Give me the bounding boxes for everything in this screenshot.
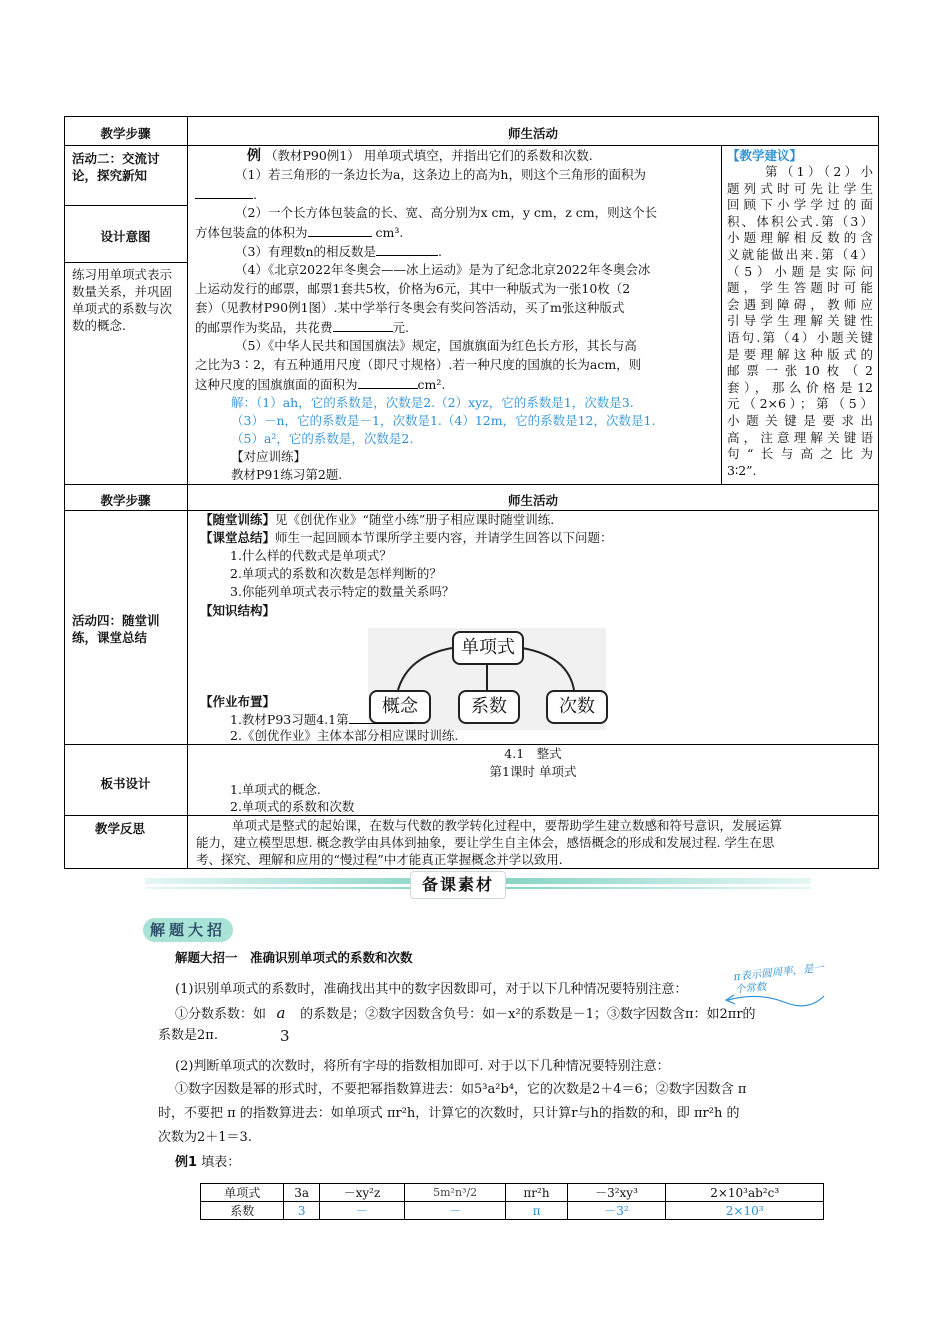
homework-2: 2.《创优作业》主体本部分相应课时训练. [230, 728, 459, 743]
fraction-numerator: a [276, 1004, 286, 1022]
tip-p2-line3: 时，不要把 π 的指数算进去：如单项式 πr²h，计算它的次数时，只计算r与h的指数的和，即 πr²h 的 [158, 1106, 740, 1121]
tip-p1-line3: 系数是2π. [158, 1028, 218, 1043]
board-item-1: 1.单项式的概念. [230, 782, 321, 797]
drill-text: 见《创优作业》“随堂小练”册子相应课时随堂训练. [275, 512, 555, 527]
summary-question-2: 2.单项式的系数和次数是怎样判断的？ [230, 566, 442, 581]
activity4-title: 活动四：随堂训练，课堂总结 [72, 613, 160, 645]
q5c: 这种尺度的国旗旗面的面积为 [195, 377, 358, 392]
suggestion-line: 语句.第（4）小题关键 [727, 329, 873, 345]
diagram-root: 单项式 [452, 631, 524, 665]
solution-1: 解：（1）ah，它的系数是，次数是2.（2）xyz，它的系数是1，次数是3. [231, 395, 634, 410]
tip-p1: (1)识别单项式的系数时，准确找出其中的数字因数即可，对于以下几种情况要特别注意： [175, 982, 688, 997]
diagram-child-coefficient: 系数 [458, 690, 520, 724]
summary-label: 【课堂总结】 [200, 530, 276, 545]
q5b: 之比为3∶2，有五种通用尺度（即尺寸规格）.若一种尺度的国旗的长为acm，则 [195, 357, 642, 372]
suggestion-line: 元（2×6）；第（5） [727, 396, 873, 412]
homework-1: 1.教材P93习题4.1第 [230, 712, 349, 727]
cell: 单项式 [201, 1184, 284, 1202]
cell: 系数 [201, 1202, 284, 1220]
q2a: （2）一个长方体包装盒的长、宽、高分别为x cm，y cm，z cm，则这个长 [235, 205, 658, 220]
diagram-child-degree: 次数 [546, 690, 608, 724]
design-intent-label: 设计意图 [100, 229, 151, 244]
q2b: 方体包装盒的体积为 [195, 225, 308, 240]
q5a: （5）《中华人民共和国国旗法》规定，国旗旗面为红色长方形，其长与高 [235, 338, 637, 353]
cell: 2×10³ [666, 1202, 824, 1220]
example1-title: 例1 [175, 1155, 198, 1170]
suggestion-line: 3∶2”. [727, 462, 757, 478]
board-item-2: 2.单项式的系数和次数 [230, 799, 355, 814]
suggestion-line: 积、体积公式.第（3） [727, 213, 873, 229]
cell: 5m²n³/2 [404, 1184, 506, 1202]
fraction-denominator: 3 [280, 1027, 290, 1045]
drill-label: 【随堂训练】 [200, 512, 276, 527]
cell: π [506, 1202, 567, 1220]
example1-text: 填表： [201, 1155, 241, 1170]
cell: －3²xy³ [567, 1184, 666, 1202]
summary-text: 师生一起回顾本节课所学主要内容，并请学生回答以下问题： [275, 530, 613, 545]
suggestion-line: 题列式时可先让学生 [727, 180, 873, 196]
tip-p1-line2-mid: 的系数是；②数字因数含负号：如－x²的系数是－1；③数字因数含π：如2πr的 [300, 1007, 756, 1022]
suggestion-line: 句“长与高之比为 [727, 446, 873, 462]
suggestion-line: 义就能做出来.第（4） [727, 246, 873, 262]
cell: －xy²z [320, 1184, 405, 1202]
cell: － [320, 1202, 405, 1220]
header-step: 教学步骤 [100, 126, 151, 141]
cell: 3a [284, 1184, 320, 1202]
board-label: 板书设计 [100, 776, 151, 791]
board-title: 4.1 整式 [504, 746, 562, 761]
cell: πr²h [506, 1184, 567, 1202]
tips-badge: 解题大招 [143, 918, 233, 942]
cell: 3 [284, 1202, 320, 1220]
q4c: 套）（见教材P90例1图）.某中学举行冬奥会有奖问答活动，买了m张这种版式 [195, 300, 625, 315]
suggestion-line: 套），那么价格是12 [727, 379, 873, 395]
header-activity-2: 师生活动 [507, 493, 558, 508]
solution-2: （3）－n，它的系数是－1，次数是1.（4）12m，它的系数是12，次数是1. [231, 413, 656, 428]
q3: （3）有理数n的相反数是 [235, 244, 377, 259]
tip-p2: (2)判断单项式的次数时，将所有字母的指数相加即可. 对于以下几种情况要特别注意： [175, 1059, 670, 1074]
q2c: cm³. [375, 225, 404, 240]
suggestion-line: 第（1）（2）小 [765, 164, 873, 179]
suggestion-line: 回顾下小学学过的面 [727, 197, 873, 213]
fill-table-row-coefficients [201, 1202, 824, 1220]
reflect-line-2: 能力，建立模型思想. 概念教学由具体到抽象，要让学生自主体会，感悟概念的形成和发展过程. 学生在思 [196, 835, 775, 850]
q5d: cm². [417, 377, 446, 392]
solution-3: （5）a²，它的系数是，次数是2. [231, 431, 414, 446]
tip-p2-line4: 次数为2＋1＝3. [158, 1130, 252, 1145]
homework-label: 【作业布置】 [200, 694, 276, 709]
reflect-line-3: 考、探究、理解和应用的“慢过程”中才能真正掌握概念并学以致用. [196, 852, 563, 867]
suggestion-line: 题，学生答题时可能 [727, 280, 873, 296]
cell: － [404, 1202, 506, 1220]
structure-label: 【知识结构】 [200, 603, 276, 618]
example-intro: （教材P90例1） 用单项式填空，并指出它们的系数和次数. [264, 148, 593, 163]
practice-label: 【对应训练】 [231, 449, 307, 464]
suggestion-line: 引导学生理解关键性 [727, 313, 873, 329]
q4d: 的邮票作为奖品，共花费 [195, 320, 333, 335]
cell: －3² [567, 1202, 666, 1220]
q4e: 元. [392, 320, 409, 335]
activity2-title: 活动二：交流讨论，探究新知 [72, 151, 160, 183]
design-intent-text: 练习用单项式表示数量关系，并巩固单项式的系数与次数的概念. [72, 267, 173, 333]
tip-p1-line2: ①分数系数：如 [175, 1007, 267, 1022]
banner-title: 备课素材 [410, 871, 506, 899]
q4a: （4）《北京2022年冬奥会——冰上运动》是为了纪念北京2022年冬奥会冰 [235, 262, 651, 277]
suggestion-line: 小题关键是要求出 [727, 412, 873, 428]
reflect-line-1: 单项式是整式的起始课，在数与代数的教学转化过程中，要帮助学生建立数感和符号意识，发展运算 [232, 818, 783, 833]
suggestion-title: 【教学建议】 [727, 148, 803, 163]
practice-text: 教材P91练习第2题. [231, 467, 343, 482]
suggestion-line: 小题理解相反数的含 [727, 230, 873, 246]
fill-table [200, 1183, 824, 1220]
example-label: 例 [247, 148, 261, 164]
cell: 2×10³ab²c³ [666, 1184, 824, 1202]
reflect-label: 教学反思 [95, 821, 146, 836]
summary-question-1: 1.什么样的代数式是单项式？ [230, 548, 392, 563]
suggestion-line: 邮票一张10枚（2 [727, 363, 873, 379]
suggestion-line: 会遇到障碍，教师应 [727, 296, 873, 312]
summary-question-3: 3.你能列单项式表示特定的数量关系吗？ [230, 584, 455, 599]
suggestion-line: 是要理解这种版式的 [727, 346, 873, 362]
tip1-title: 解题大招一 准确识别单项式的系数和次数 [175, 950, 413, 965]
suggestion-line: 高，注意理解关键语 [727, 429, 873, 445]
diagram-child-concept: 概念 [369, 690, 431, 724]
fill-table-row-terms [201, 1184, 824, 1202]
teaching-suggestion [727, 148, 873, 479]
tip-p2-line2: ①数字因数是幂的形式时，不要把幂指数算进去：如5³a²b⁴，它的次数是2＋4＝6；②数字因数含 π [175, 1082, 747, 1097]
header-activity: 师生活动 [507, 126, 558, 141]
suggestion-line: （5）小题是实际问 [727, 263, 873, 279]
q4b: 上运动发行的邮票，邮票1套共5枚，价格为6元，其中一种版式为一张10枚（2 [195, 281, 631, 296]
handwritten-annotation: π表示圆周率，是一个常数 [732, 961, 825, 997]
header-step-2: 教学步骤 [100, 493, 151, 508]
board-subtitle: 第1课时 单项式 [489, 764, 577, 779]
q1: （1）若三角形的一条边长为a，这条边上的高为h，则这个三角形的面积为 [235, 167, 646, 182]
